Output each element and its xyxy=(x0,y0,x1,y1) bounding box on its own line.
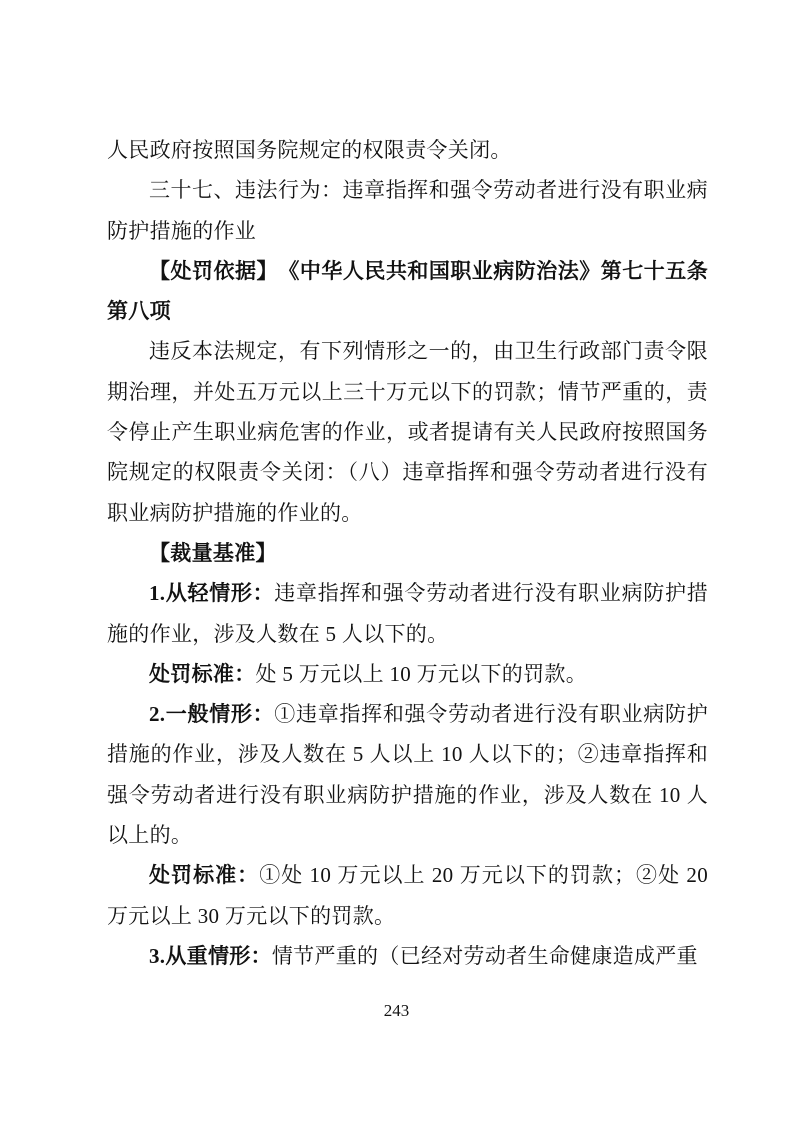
penalty-basis-heading: 【处罚依据】 《中华人民共和国职业病防治法》第七十五条第八项 xyxy=(107,258,708,324)
severe-case-text: 情节严重的（已经对劳动者生命健康造成严重 xyxy=(271,943,698,968)
lenient-case-text: 违章指挥和强令劳动者进行没有职业病防护措施的作业，涉及人数在 5 人以下的。 xyxy=(107,581,709,646)
severe-case-label: 3.从重情形： xyxy=(149,943,272,968)
general-case-paragraph xyxy=(107,694,708,855)
paragraph-continuation: 人民政府按照国务院规定的权限责令关闭。 xyxy=(107,138,512,162)
section-heading-violation-37: 三十七、违法行为：违章指挥和强令劳动者进行没有职业病防护措施的作业 xyxy=(107,178,708,243)
page-number: 243 xyxy=(383,1001,410,1020)
general-case-label: 2.一般情形： xyxy=(149,702,275,727)
general-penalty-text: ①处 10 万元以上 20 万元以下的罚款；②处 20 万元以上 30 万元以下的罚款。 xyxy=(107,863,708,928)
legal-provision-paragraph: 违反本法规定，有下列情形之一的，由卫生行政部门责令限期治理，并处五万元以上三十万元以下的罚款；情节严重的，责令停止产生职业病危害的作业，或者提请有关人民政府按照国务院规定的权限责令关闭：（八）违章指挥和强令劳动者进行没有职业病防护措施的作业的。 xyxy=(107,339,708,525)
lenient-penalty-paragraph xyxy=(107,654,708,694)
general-penalty-paragraph xyxy=(107,855,708,936)
page-content xyxy=(107,130,708,976)
severe-case-paragraph xyxy=(107,936,708,976)
lenient-penalty-label: 处罚标准： xyxy=(149,661,256,686)
lenient-case-label: 1.从轻情形： xyxy=(149,581,275,606)
discretion-standard-heading: 【裁量基准】 xyxy=(149,540,277,565)
lenient-case-paragraph xyxy=(107,573,708,654)
lenient-penalty-text: 处 5 万元以上 10 万元以下的罚款。 xyxy=(255,661,587,686)
general-penalty-label: 处罚标准： xyxy=(149,863,260,888)
general-case-text: ①违章指挥和强令劳动者进行没有职业病防护措施的作业，涉及人数在 5 人以上 10 人以下的；②违章指挥和强令劳动者进行没有职业病防护措施的作业，涉及人数在 10 人以上的。 xyxy=(107,702,709,848)
